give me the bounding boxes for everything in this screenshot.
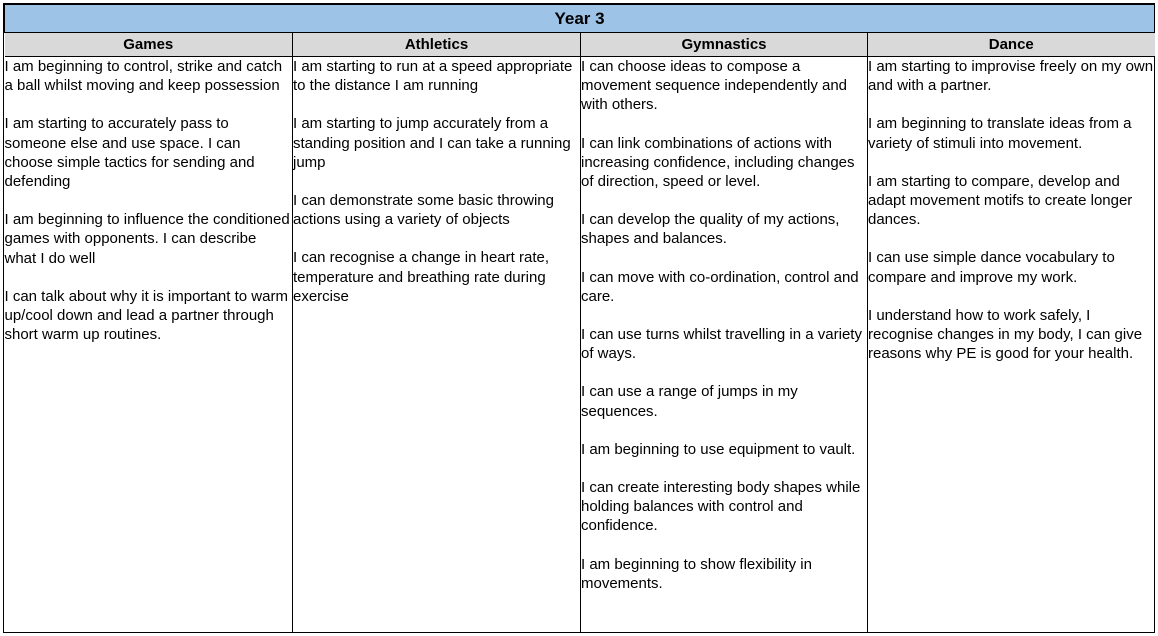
gymnastics-statement: I can use turns whilst travelling in a variety of ways. <box>581 326 862 363</box>
dance-statement: I understand how to work safely, I recognise changes in my body, I can give reasons why PE is good for your health. <box>868 306 1143 363</box>
column-header-dance: Dance <box>868 33 1155 57</box>
athletics-statement: I can demonstrate some basic throwing actions using a variety of objects <box>293 192 554 229</box>
dance-statement: I am starting to compare, develop and adapt movement motifs to create longer dances. <box>868 172 1133 229</box>
title-row <box>5 5 1155 33</box>
column-header-games: Games <box>5 33 293 57</box>
games-statement: I can talk about why it is important to warm up/cool down and lead a partner through short warm up routines. <box>4 287 288 344</box>
table-title: Year 3 <box>5 5 1155 33</box>
dance-cell <box>868 57 1155 633</box>
athletics-statement: I can recognise a change in heart rate, temperature and breathing rate during exercise <box>293 249 549 305</box>
gymnastics-statement: I can develop the quality of my actions, shapes and balances. <box>581 211 840 248</box>
header-row <box>5 33 1155 57</box>
games-cell <box>5 57 293 633</box>
curriculum-table-frame <box>3 3 1155 633</box>
gymnastics-statement: I can create interesting body shapes while holding balances with control and confidence. <box>581 479 861 535</box>
curriculum-table <box>4 4 1155 633</box>
games-statement: I am beginning to influence the conditioned games with opponents. I can describe what I do well <box>4 211 290 267</box>
games-statement: I am beginning to control, strike and catch a ball whilst moving and keep possession <box>4 58 283 95</box>
gymnastics-statement: I can link combinations of actions with increasing confidence, including changes of direction, speed or level. <box>581 134 855 191</box>
dance-statement: I am starting to improvise freely on my own and with a partner. <box>868 58 1154 95</box>
gymnastics-statement: I can choose ideas to compose a movement sequence independently and with others. <box>581 58 848 114</box>
athletics-statement: I am starting to jump accurately from a standing position and I can take a running jump <box>293 115 571 171</box>
statements-row <box>5 57 1155 633</box>
column-header-athletics: Athletics <box>293 33 581 57</box>
gymnastics-statement: I can move with co-ordination, control and care. <box>581 268 859 305</box>
dance-statement: I am beginning to translate ideas from a variety of stimuli into movement. <box>868 115 1132 152</box>
games-statement: I am starting to accurately pass to someone else and use space. I can choose simple tactics for sending and defending <box>4 115 255 191</box>
column-header-gymnastics: Gymnastics <box>581 33 868 57</box>
dance-statement: I can use simple dance vocabulary to compare and improve my work. <box>868 249 1115 286</box>
gymnastics-cell <box>581 57 868 633</box>
athletics-cell <box>293 57 581 633</box>
gymnastics-statement: I am beginning to show flexibility in movements. <box>581 555 812 592</box>
gymnastics-statement: I am beginning to use equipment to vault. <box>581 440 856 458</box>
gymnastics-statement: I can use a range of jumps in my sequences. <box>581 383 798 420</box>
athletics-statement: I am starting to run at a speed appropriate to the distance I am running <box>293 58 573 95</box>
